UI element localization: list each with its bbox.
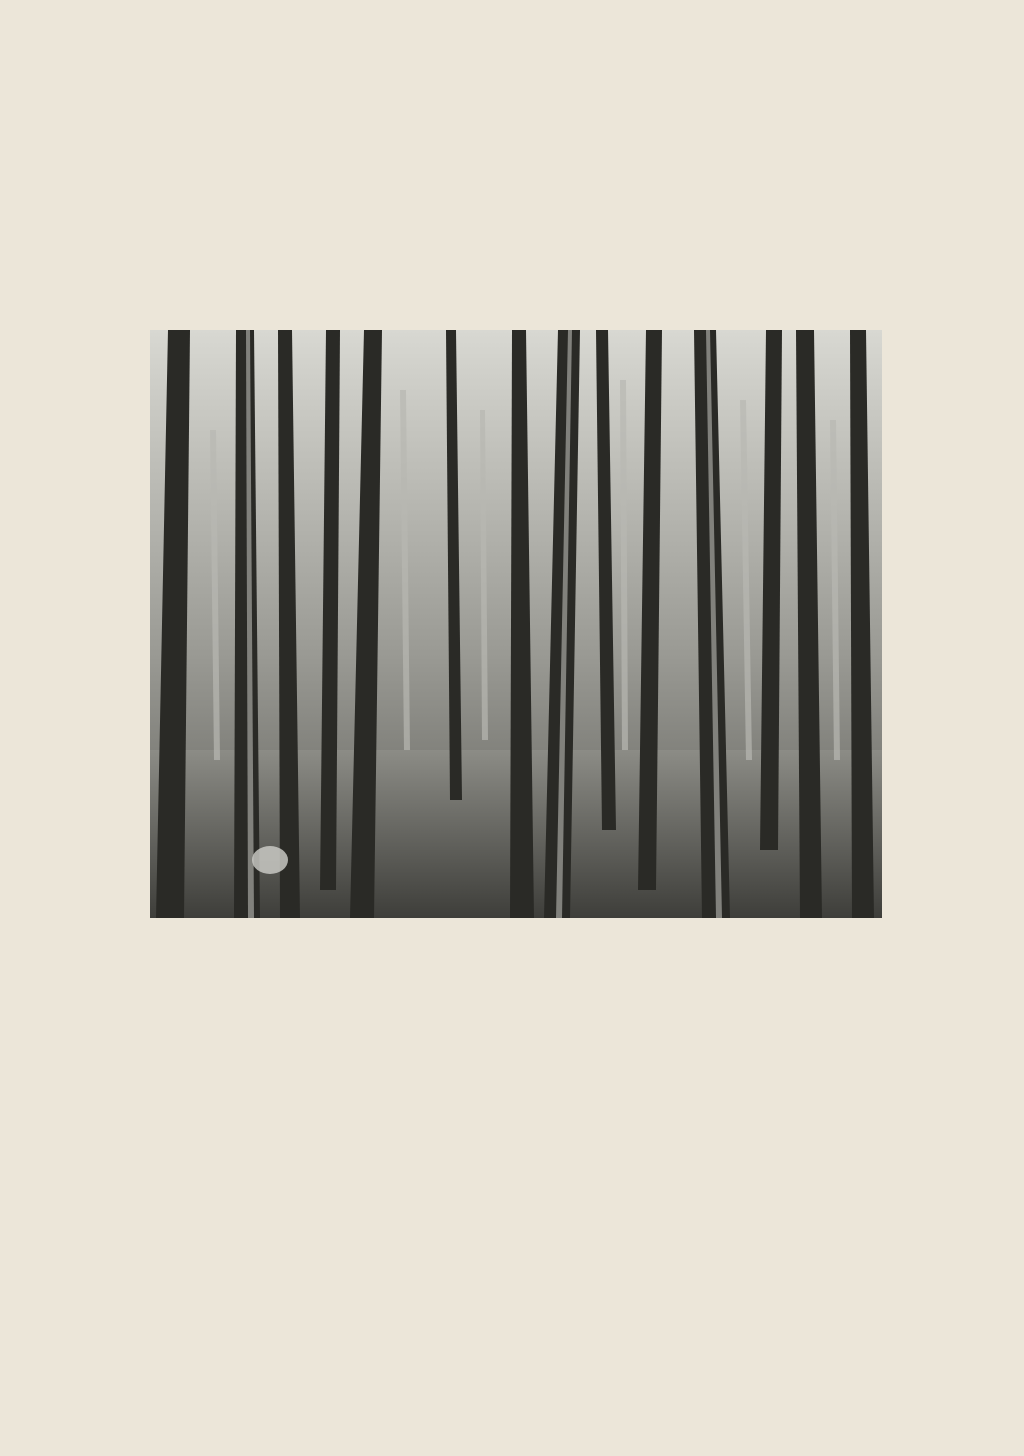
forest-photo — [150, 330, 882, 918]
forest-image — [150, 330, 882, 918]
